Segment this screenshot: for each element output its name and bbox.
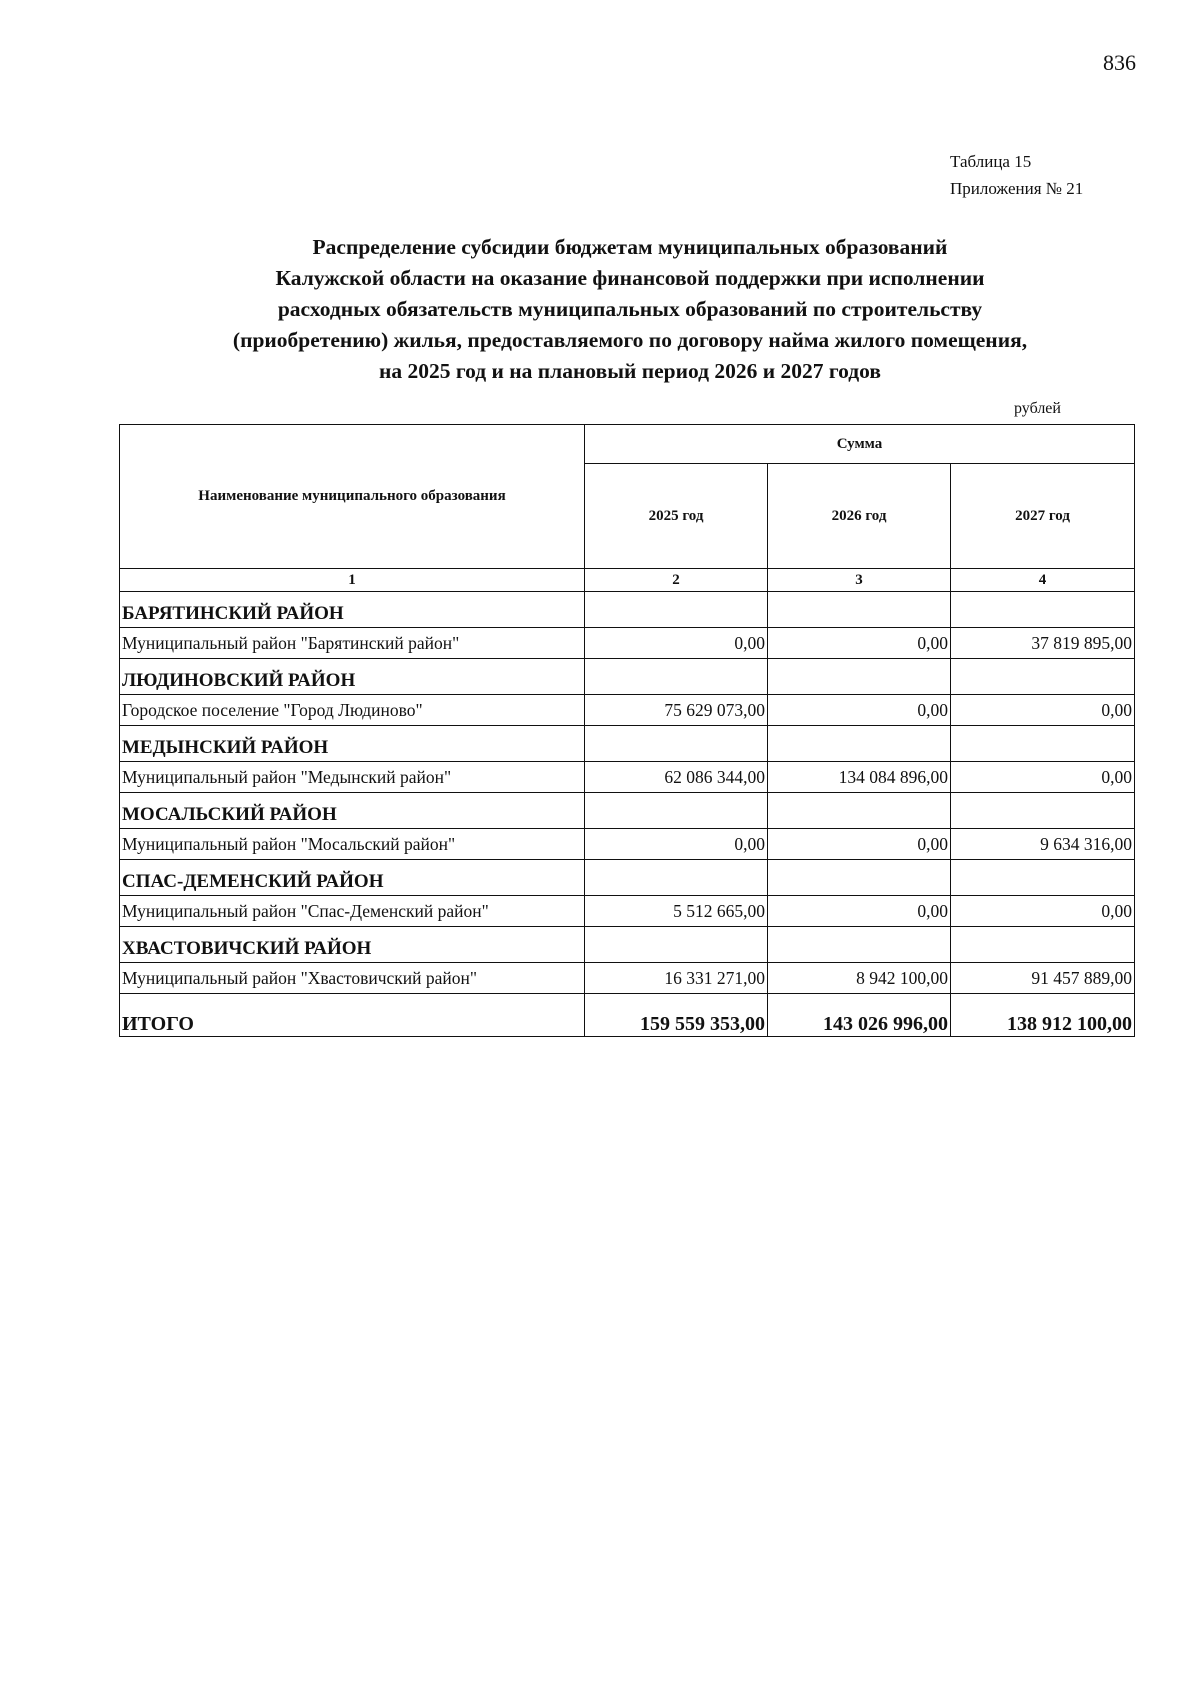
column-number: 3	[768, 569, 951, 592]
municipality-name: Муниципальный район "Барятинский район"	[120, 628, 585, 659]
district-name: ЛЮДИНОВСКИЙ РАЙОН	[120, 659, 585, 695]
value-2027: 9 634 316,00	[951, 829, 1135, 860]
value-2027: 0,00	[951, 896, 1135, 927]
units-label: рублей	[1014, 400, 1061, 417]
header-sum: Сумма	[585, 425, 1135, 464]
subsidy-table	[119, 424, 1135, 1037]
document-title	[150, 232, 1110, 387]
table-reference	[950, 148, 1083, 202]
column-number: 4	[951, 569, 1135, 592]
table-row	[120, 628, 1135, 659]
municipality-name: Муниципальный район "Медынский район"	[120, 762, 585, 793]
district-row	[120, 793, 1135, 829]
value-2027: 37 819 895,00	[951, 628, 1135, 659]
district-row	[120, 592, 1135, 628]
table-row	[120, 896, 1135, 927]
value-2026: 8 942 100,00	[768, 963, 951, 994]
value-2027: 0,00	[951, 762, 1135, 793]
district-row	[120, 860, 1135, 896]
value-2025: 5 512 665,00	[585, 896, 768, 927]
total-label: ИТОГО	[120, 994, 585, 1037]
table-number: Таблица 15	[950, 152, 1032, 171]
municipality-name: Муниципальный район "Хвастовичский район"	[120, 963, 585, 994]
total-2027: 138 912 100,00	[951, 994, 1135, 1037]
page-number: 836	[1103, 50, 1136, 75]
district-row	[120, 927, 1135, 963]
title-line: Распределение субсидии бюджетам муниципальных образований	[312, 235, 948, 259]
value-2025: 0,00	[585, 829, 768, 860]
municipality-name: Муниципальный район "Мосальский район"	[120, 829, 585, 860]
total-2025: 159 559 353,00	[585, 994, 768, 1037]
value-2025: 16 331 271,00	[585, 963, 768, 994]
title-line: (приобретению) жилья, предоставляемого по договору найма жилого помещения,	[232, 328, 1028, 352]
value-2026: 0,00	[768, 829, 951, 860]
title-line: Калужской области на оказание финансовой поддержки при исполнении	[275, 266, 985, 290]
header-name: Наименование муниципального образования	[120, 425, 585, 569]
header-row	[120, 425, 1135, 464]
table-row	[120, 829, 1135, 860]
title-line: расходных обязательств муниципальных образований по строительству	[277, 297, 983, 321]
column-numbers-row	[120, 569, 1135, 592]
district-row	[120, 659, 1135, 695]
title-line: на 2025 год и на плановый период 2026 и 2027 годов	[379, 359, 881, 383]
value-2026: 134 084 896,00	[768, 762, 951, 793]
table-row	[120, 695, 1135, 726]
appendix-number: Приложения № 21	[950, 179, 1084, 198]
municipality-name: Городское поселение "Город Людиново"	[120, 695, 585, 726]
district-name: МОСАЛЬСКИЙ РАЙОН	[120, 793, 585, 829]
table-row	[120, 762, 1135, 793]
value-2026: 0,00	[768, 628, 951, 659]
district-row	[120, 726, 1135, 762]
column-number: 1	[120, 569, 585, 592]
table-row	[120, 963, 1135, 994]
value-2027: 0,00	[951, 695, 1135, 726]
column-number: 2	[585, 569, 768, 592]
total-2026: 143 026 996,00	[768, 994, 951, 1037]
district-name: ХВАСТОВИЧСКИЙ РАЙОН	[120, 927, 585, 963]
total-row	[120, 994, 1135, 1037]
value-2025: 75 629 073,00	[585, 695, 768, 726]
value-2026: 0,00	[768, 695, 951, 726]
header-2027: 2027 год	[951, 464, 1135, 569]
district-name: БАРЯТИНСКИЙ РАЙОН	[120, 592, 585, 628]
value-2027: 91 457 889,00	[951, 963, 1135, 994]
value-2025: 0,00	[585, 628, 768, 659]
value-2026: 0,00	[768, 896, 951, 927]
value-2025: 62 086 344,00	[585, 762, 768, 793]
municipality-name: Муниципальный район "Спас-Деменский район"	[120, 896, 585, 927]
district-name: МЕДЫНСКИЙ РАЙОН	[120, 726, 585, 762]
district-name: СПАС-ДЕМЕНСКИЙ РАЙОН	[120, 860, 585, 896]
header-2026: 2026 год	[768, 464, 951, 569]
header-2025: 2025 год	[585, 464, 768, 569]
